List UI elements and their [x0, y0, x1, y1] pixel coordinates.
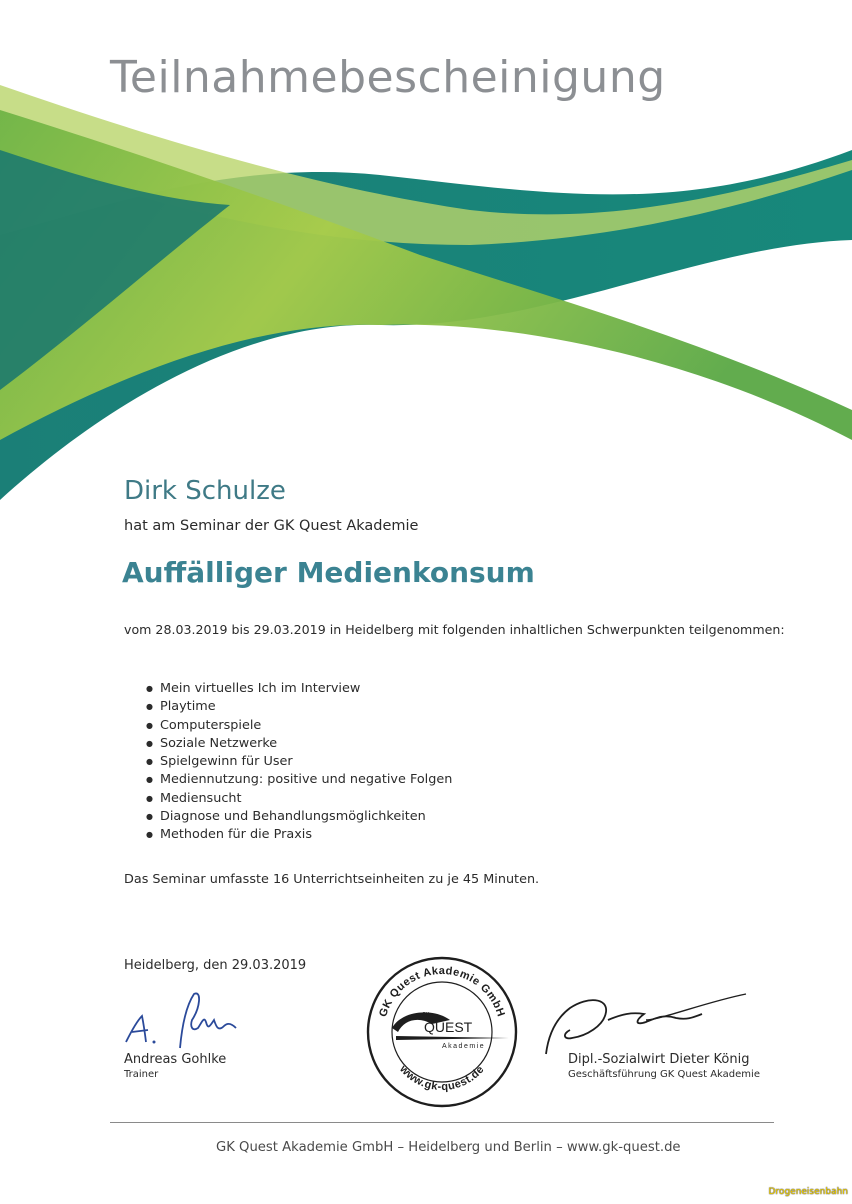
list-item: ● Mein virtuelles Ich im Interview — [146, 680, 452, 698]
watermark-text: Drogeneisenbahn — [768, 1187, 848, 1197]
director-role: Geschäftsführung GK Quest Akademie — [568, 1069, 760, 1080]
director-name: Dipl.-Sozialwirt Dieter König — [568, 1052, 750, 1067]
scope-text: Das Seminar umfasste 16 Unterrichtseinheiten zu je 45 Minuten. — [124, 872, 540, 887]
list-item: ● Mediensucht — [146, 790, 452, 808]
seal-logo-sub: Akademie — [442, 1043, 486, 1050]
seal-logo-main: QUEST — [424, 1019, 473, 1035]
company-seal — [362, 952, 522, 1112]
trainer-name: Andreas Gohlke — [124, 1052, 227, 1067]
intro-text: hat am Seminar der GK Quest Akademie — [124, 518, 419, 534]
document-title: Teilnahmebescheinigung — [110, 52, 666, 103]
list-item: ● Playtime — [146, 698, 452, 716]
place-date: Heidelberg, den 29.03.2019 — [124, 958, 307, 973]
seal-ring-bottom: www.gk-quest.de — [397, 1063, 487, 1094]
list-item: ● Computerspiele — [146, 717, 452, 735]
trainer-role: Trainer — [124, 1069, 159, 1080]
seal-ring-top: GK Quest Akademie GmbH — [377, 964, 507, 1019]
topic-list — [146, 680, 452, 845]
trainer-signature — [118, 986, 258, 1056]
period-text: vom 28.03.2019 bis 29.03.2019 in Heidelberg mit folgenden inhaltlichen Schwerpunkten teilgenommen: — [124, 622, 785, 637]
director-signature — [536, 990, 756, 1060]
participant-name: Dirk Schulze — [124, 476, 286, 506]
footer-divider — [110, 1122, 774, 1123]
list-item: ● Spielgewinn für User — [146, 753, 452, 771]
list-item: ● Diagnose und Behandlungsmöglichkeiten — [146, 808, 452, 826]
svg-text:www.gk-quest.de — [396, 1063, 486, 1094]
seminar-title: Auffälliger Medienkonsum — [122, 556, 535, 589]
list-item: ● Methoden für die Praxis — [146, 826, 452, 844]
footer-text: GK Quest Akademie GmbH – Heidelberg und Berlin – www.gk-quest.de — [216, 1140, 681, 1155]
list-item: ● Mediennutzung: positive und negative Folgen — [146, 771, 452, 789]
seal-logo-small: GK — [422, 1012, 430, 1018]
list-item: ● Soziale Netzwerke — [146, 735, 452, 753]
